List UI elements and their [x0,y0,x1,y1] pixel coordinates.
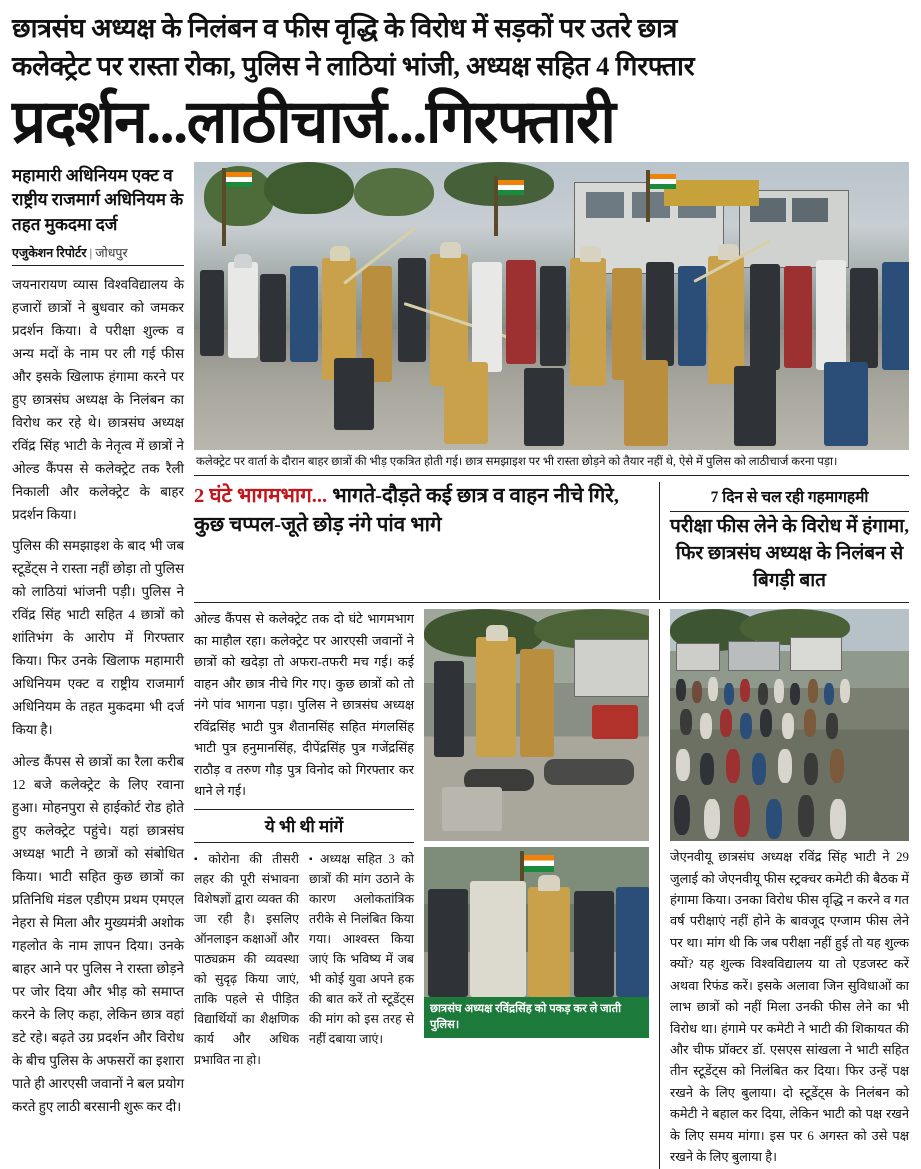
person [678,266,706,366]
person [724,683,734,705]
parked-vehicle [574,639,649,697]
person [816,260,846,370]
third-band [194,609,909,1168]
left-para-1: जयनारायण व्यास विश्वविद्यालय के हजारों छात्रों ने बुधवार को जमकर प्रदर्शन किया। वे परीक्षा शुल्क व अन्य मदों के नाम पर ली गई फीस और इसके खिलाफ हंगामा करने पर हुए छात्रसंघ अध्यक्ष के निलंबन का विरोध कर रहे थे। छात्रसंघ अध्यक्ष रविंद्र सिंह भाटी के नेतृत्व में छात्रों ने ओल्ड कैंपस से कलेक्ट्रेट तक रैली निकाली और कलेक्ट्रेट के बाहर प्रदर्शन किया। [12,276,184,523]
yellow-signboard [664,180,759,206]
person [260,274,286,362]
person [740,713,752,739]
person [524,368,564,446]
person [228,262,258,358]
byline-place: जोधपुर [95,245,128,260]
person [882,262,909,370]
person [734,795,750,837]
middle-head-block [194,482,649,600]
person [692,681,702,703]
person [676,749,690,781]
person [740,679,750,702]
person [428,889,468,997]
person [676,679,686,701]
demand-item-2: ▪ अध्यक्ष सहित 3 को छात्रों की मांग उठाने के कारण अलोकतांत्रिक तरीके से निलंबित किया गया। आश्वस्त किया जाएं कि भविष्य में जब भी कोई युवा अपने हक की बात करें तो स्टूडेंट्स की मांग को इस तरह से नहीं दबाया जाएं। [309,849,414,1070]
policeman [528,887,570,997]
demand-item-1: ▪ कोरोना की तीसरी लहर की पूरी संभावना विशेषज्ञों द्वारा व्यक्त की जा रही है। इसलिए ऑनलाइन कक्षाओं और पाठ्यक्रम की व्यवस्था को सुदृढ़ किया जाएं, ताकि पहले से पीड़ित विद्यार्थियों का शैक्षणिक कार्य और अधिक प्रभावित ना हो। [194,849,299,1070]
helmet [580,246,601,262]
van-window [792,198,828,222]
student-leader [470,881,526,997]
person [760,709,772,737]
photo-police-bike [424,609,649,841]
right-kicker: 7 दिन से चल रही गहमागहमी [710,489,869,507]
photo-main-caption: कलेक्ट्रेट पर वार्ता के दौरान बाहर छात्रों की भीड़ एकत्रित होती गई। छात्र समझाइश पर भी रास्ता छोड़ने को तैयार नहीं थे, ऐसे में पुलिस को लाठीचार्ज करना पड़ा। [194,450,909,477]
photo-arrest-caption: छात्रसंघ अध्यक्ष रविंद्रसिंह को पकड़ कर ले जाती पुलिस। [424,997,649,1038]
person [720,709,732,737]
person [616,887,649,997]
person [766,799,782,839]
person [824,683,834,705]
person [700,713,712,739]
left-para-3: ओल्ड कैंपस से छात्रों का रैला करीब 12 बजे कलेक्ट्रेट के लिए रवाना हुआ। मोहनपुरा से हाईकोर्ट रोड होते हुए कलेक्ट्रेट पहुंचे। यहां छात्रसंघ अध्यक्ष भाटी ने छात्रों को संबोधित किया। भाटी सहित कुछ छात्रों का प्रतिनिधि मंडल एडीएम प्रथम एमएल नेहरा से मिला और मुख्यमंत्री अशोक गहलोत के नाम ज्ञापन दिया। उनके बाहर आने पर पुलिस ने रास्ता छोड़ने पर जोर दिया और भीड़ को समाप्त करने के लिए कहा, लेकिन छात्र वहां डटे रहे। बढ़ते उग्र प्रदर्शन और विरोध के बीच पुलिस के अफसरों का इशारा पाते ही आरएसी जवानों ने बल प्रयोग करते हुए लाठी बरसानी शुरू कर दी। [12,753,184,1115]
second-band [194,482,909,600]
byline: एजुकेशन रिपोर्टर | जोधपुर [12,244,184,266]
middle-body: ओल्ड कैंपस से कलेक्ट्रेट तक दो घंटे भागमभाग का माहौल रहा। कलेक्ट्रेट पर आरएसी जवानों ने छात्रों को खदेड़ा तो अफरा-तफरी मच गई। कई वाहन और छात्र नीचे गिर गए। कुछ छात्रों को तो नंगे पांव भागना पड़ा। पुलिस ने छात्रसंघ अध्यक्ष रविंद्रसिंह भाटी पुत्र शैतानसिंह सहित मंगलसिंह भाटी पुत्र हनुमानसिंह, दीपेंद्रसिंह पुत्र गजेंद्रसिंह राठौड़ व तरुण गौड़ पुत्र विनोद को गिरफ्तार कर थाने ले गई। [194,612,414,799]
page-title: प्रदर्शन...लाठीचार्ज...गिरफ्तारी [12,89,615,156]
left-subhead: महामारी अधिनियम एक्ट व राष्ट्रीय राजमार्ग अधिनियम के तहत मुकदमा दर्ज [12,165,184,234]
person [200,270,224,356]
person [472,262,502,372]
demands-columns [194,849,414,1070]
bus-window [586,192,624,218]
person [778,749,792,783]
person [798,795,814,837]
person [674,795,690,835]
tree [354,168,434,216]
vehicle [790,637,842,671]
person [804,753,818,785]
right-body: जेएनवीयू छात्रसंघ अध्यक्ष रविंद्र सिंह भाटी ने 29 जुलाई को जेएनवीयू फीस स्ट्रक्चर कमेटी की बैठक में हंगामा किया। उनका विरोध फीस वृद्धि न करने व गत वर्ष परीक्षाएं नहीं होने के बावजूद एग्जाम फीस लेने पर था। मांग थी कि जब परीक्षा नहीं हुई तो यह शुल्क क्यों? यह शुल्क विश्वविद्यालय या तो एडजस्ट करें अथवा रिफंड करें। इसके अलावा जिन सुविधाओं का लाभ छात्रों को नहीं मिला उनकी फीस लेने का भी विरोध था। हंगामे पर कमेटी ने भाटी की शिकायत की और चीफ प्रॉक्टर डॉ. एसएस सांखला ने भाटी सहित तीन स्टूडेंट्स को निलंबित कर दिया। फिर उन्हें पक्ष रखने के लिए बुलाया। दो स्टूडेंट्स के निलंबन को कमेटी ने बहाल कर दिया, लेकिन भाटी को पक्ष रखने के लिए समय मांगा। इस पर 6 अगस्त को उसे पक्ष रखने के लिए बुलाया है। [670,850,909,1165]
person [804,709,816,737]
person [830,749,844,783]
right-column [194,162,909,1169]
person [700,753,714,785]
vehicle [728,641,780,671]
headline-kicker-line2: कलेक्ट्रेट पर रास्ता रोका, पुलिस ने लाठियां भांजी, अध्यक्ष सहित 4 गिरफ्तार [12,50,695,81]
headline-kicker-line1: छात्रसंघ अध्यक्ष के निलंबन व फीस वृद्धि के विरोध में सड़कों पर उतरे छात्र [12,13,678,43]
person [290,266,318,362]
person [782,713,794,739]
byline-reporter: एजुकेशन रिपोर्टर [12,245,87,260]
helmet [440,242,461,258]
road-patch [442,787,502,831]
helmet [486,625,508,641]
tricolour-flag [226,172,252,187]
person [850,268,878,368]
policeman [570,258,606,386]
person [808,679,818,703]
main-row [12,162,909,1169]
fallen-bike [544,759,634,785]
person [750,264,780,370]
tricolour-flag [524,855,554,872]
policeman [476,637,516,757]
cap [538,875,560,891]
right-story-column [659,609,909,1168]
police-motorcycle [592,705,638,739]
policeman [520,649,554,757]
left-column [12,162,184,1169]
person [726,749,740,783]
person [784,266,812,368]
person [434,661,464,757]
right-head-block [659,482,909,600]
helmet [330,246,350,261]
headline-kicker [12,10,909,85]
person [646,262,674,366]
middle-body-column [194,609,414,1168]
middle-headline-rest: भागते-दौड़ते कई छात्र व वाहन नीचे गिरे, कुछ चप्पल-जूते छोड़ नंगे पांव भागे [194,485,619,537]
person [680,709,692,735]
person [840,679,850,703]
person [574,891,614,997]
tricolour-flag [498,180,524,195]
policeman [624,360,668,446]
person [506,260,536,364]
right-headline: परीक्षा फीस लेने के विरोध में हंगामा, फिर छात्रसंघ अध्यक्ष के निलंबन से बिगड़ी बात [670,516,909,591]
demands-title: ये भी थी मांगें [194,809,414,843]
person [758,683,768,705]
person [790,683,800,705]
photo-lathicharge [194,162,909,450]
person [824,362,868,446]
left-para-2: पुलिस की समझाइश के बाद भी जब स्टूडेंट्स ने रास्ता नहीं छोड़ा तो पुलिस को लाठियां भांजनी पड़ी। पुलिस ने रविंद्र सिंह भाटी सहित 4 छात्रों को शांतिभंग के आरोप में गिरफ्तार किया। फिर उनके खिलाफ महामारी अधिनियम एक्ट व राष्ट्रीय राजमार्ग अधिनियम के तहत मुकदमा भी दर्ज किया है। [12,538,184,738]
person [704,799,720,839]
tricolour-flag [650,174,676,189]
person [334,358,374,430]
person [826,713,838,739]
person [708,677,718,701]
policeman [444,362,488,444]
middle-headline-accent: 2 घंटे भागमभाग... [194,485,328,508]
person [830,799,846,839]
policeman [708,256,744,384]
person [774,679,784,703]
person [540,266,566,366]
left-body [12,273,184,1119]
tree [264,162,354,214]
middle-photo-column [424,609,649,1168]
person [734,366,776,446]
person [752,753,766,785]
helmet [234,254,252,268]
vehicle [676,643,720,671]
photo-crowd-rally [670,609,909,841]
photo-arrest [424,847,649,997]
